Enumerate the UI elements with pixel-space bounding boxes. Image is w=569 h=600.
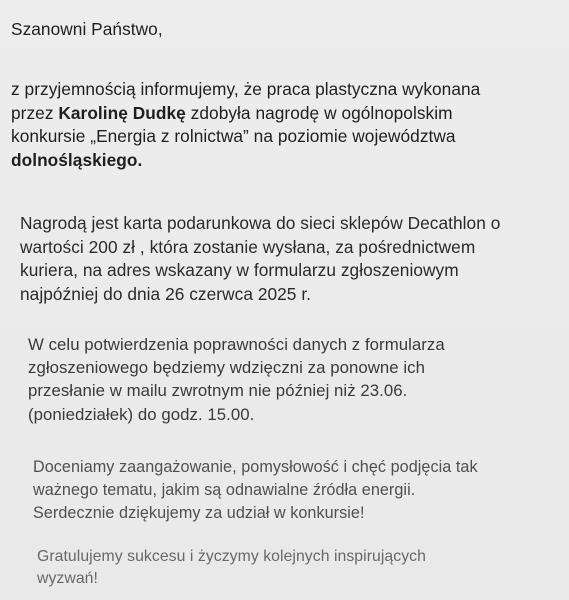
winner-name: Karolinę Dudkę [58,102,186,123]
text-line: z przyjemnością informujemy, że praca plastyczna wykonana [11,79,481,99]
paragraph-prize-details [20,212,500,306]
text-fragment: przez [11,102,59,123]
paragraph-congratulations [37,546,426,591]
paragraph-data-confirmation [28,333,445,426]
text-line: W celu potwierdzenia poprawności danych z formularza [28,335,445,354]
text-line: Gratulujemy sukcesu i życzymy kolejnych inspirujących [37,548,426,565]
paragraph-appreciation [33,456,478,524]
text-line [11,149,480,173]
greeting [11,18,163,42]
text-line: Serdecznie dziękujemy za udział w konkursie! [33,503,365,522]
text-line: wyzwań! [37,570,98,588]
text-line: konkursie „Energia z rolnictwa” na poziomie województwa [11,126,456,146]
text-line: (poniedziałek) do godz. 15.00. [28,404,255,424]
text-line [11,102,480,126]
text-line: kuriera, na adres wskazany w formularzu zgłoszeniowym [20,260,459,280]
text-line: Nagrodą jest karta podarunkowa do sieci sklepów Decathlon o [20,213,501,233]
text-line: ważnego tematu, jakim są odnawialne źródła energii. [33,480,416,499]
text-line: wartości 200 zł , która zostanie wysłana, za pośrednictwem [20,236,476,257]
text-line: przesłanie w mailu zwrotnym nie później niż 23.06. [28,381,408,401]
text-fragment: zdobyła nagrodę w ogólnopolskim [185,102,453,123]
paragraph-award-announcement [11,78,480,172]
text-line: zgłoszeniowego będziemy wdzięczni za ponowne ich [28,358,425,378]
region-name: dolnośląskiego. [11,149,143,170]
greeting-line: Szanowni Państwo, [11,19,163,39]
text-line: najpóźniej do dnia 26 czerwca 2025 r. [20,283,312,304]
text-line: Doceniamy zaangażowanie, pomysłowość i chęć podjęcia tak [33,458,478,476]
